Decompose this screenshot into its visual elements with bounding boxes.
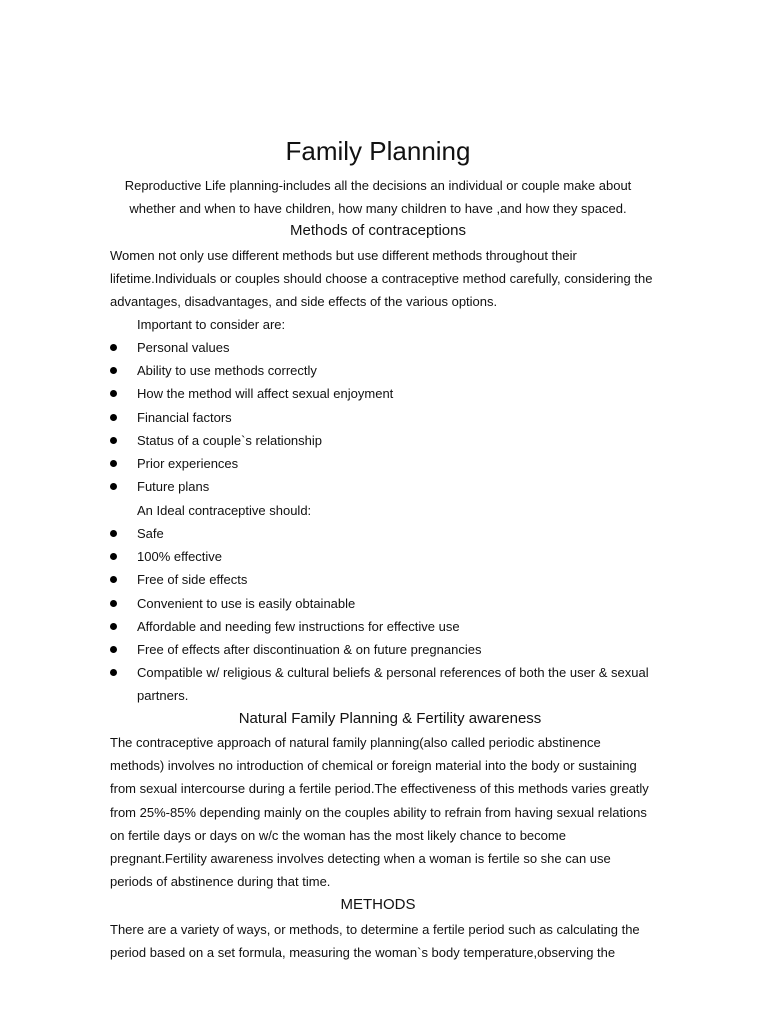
list-item-text: 100% effective bbox=[137, 549, 223, 565]
consider-label: Important to consider are: bbox=[137, 317, 286, 332]
bullet-icon bbox=[110, 460, 117, 467]
bullet-icon bbox=[110, 576, 117, 583]
section-heading-natural-family-planning: Natural Family Planning & Fertility awareness bbox=[238, 710, 542, 727]
methods-paragraph: There are a variety of ways, or methods, to determine a fertile period such as calculating the period based on a set formula, measuring the woman`s body temperature,observing the bbox=[110, 922, 640, 961]
bullet-icon bbox=[110, 367, 117, 374]
bullet-icon bbox=[110, 600, 117, 607]
bullet-icon bbox=[110, 623, 117, 630]
bullet-icon bbox=[110, 669, 117, 676]
natural-family-planning-paragraph: The contraceptive approach of natural family planning(also called periodic abstinence methods) involves no introduction of chemical or foreign material into the body or sustaining from sexual intercourse during a fertile period.The effectiveness of this methods varies greatly from 25%-85% depending mainly on the couples ability to refrain from having sexual relations on fertile days or days on w/c the woman has the most likely chance to become pregnant.Fertility awareness involves detecting when a woman is fertile so she can use periods of abstinence during that time. bbox=[110, 735, 649, 890]
bullet-icon bbox=[110, 530, 117, 537]
methods-of-contraception-paragraph: Women not only use different methods but use different methods throughout their lifetime.Individuals or couples should choose a contraceptive method carefully, considering the advantages, disadvantages, and side effects of the various options. bbox=[110, 248, 653, 310]
bullet-icon bbox=[110, 646, 117, 653]
list-item-text: Convenient to use is easily obtainable bbox=[137, 595, 356, 611]
page-title: Family Planning bbox=[285, 136, 471, 166]
bullet-icon bbox=[110, 437, 117, 444]
bullet-icon bbox=[110, 414, 117, 421]
list-item-text: Personal values bbox=[137, 340, 230, 355]
section-heading-methods-of-contraception: Methods of contraceptions bbox=[290, 222, 466, 239]
list-item-text: Future plans bbox=[137, 479, 210, 495]
list-item bbox=[110, 638, 655, 661]
bullet-icon bbox=[110, 390, 117, 397]
list-item-text: Prior experiences bbox=[137, 456, 239, 472]
intro-line-2: whether and when to have children, how many children to have ,and how they spaced. bbox=[129, 201, 627, 217]
list-item-text: How the method will affect sexual enjoyment bbox=[137, 386, 394, 402]
section-heading-methods: METHODS bbox=[340, 896, 416, 913]
list-item bbox=[110, 522, 655, 545]
intro-line-1: Reproductive Life planning-includes all the decisions an individual or couple make about bbox=[124, 178, 632, 193]
ideal-label: An Ideal contraceptive should: bbox=[137, 503, 312, 518]
list-item-text: Financial factors bbox=[137, 409, 232, 425]
list-item bbox=[110, 336, 655, 359]
ideal-list bbox=[110, 522, 655, 708]
list-item-text: Free of effects after discontinuation & on future pregnancies bbox=[137, 642, 482, 658]
list-item bbox=[110, 568, 655, 591]
intro-paragraph bbox=[110, 174, 646, 220]
list-item bbox=[110, 382, 655, 405]
consider-list bbox=[110, 336, 655, 498]
bullet-icon bbox=[110, 483, 117, 490]
list-item-text: Compatible w/ religious & cultural beliefs & personal references of both the user & sexual partners. bbox=[137, 665, 649, 704]
list-item bbox=[110, 406, 655, 429]
bullet-icon bbox=[110, 553, 117, 560]
list-item-text: Free of side effects bbox=[137, 572, 248, 588]
list-item bbox=[110, 475, 655, 498]
list-item bbox=[110, 545, 655, 568]
bullet-icon bbox=[110, 344, 117, 351]
list-item-text: Safe bbox=[137, 526, 164, 541]
list-item bbox=[110, 615, 655, 638]
list-item bbox=[110, 592, 655, 615]
list-item bbox=[110, 452, 655, 475]
list-item bbox=[110, 429, 655, 452]
list-item-text: Ability to use methods correctly bbox=[137, 363, 317, 379]
list-item-text: Affordable and needing few instructions for effective use bbox=[137, 618, 460, 634]
list-item-text: Status of a couple`s relationship bbox=[137, 432, 322, 448]
list-item bbox=[110, 359, 655, 382]
list-item bbox=[110, 661, 655, 707]
